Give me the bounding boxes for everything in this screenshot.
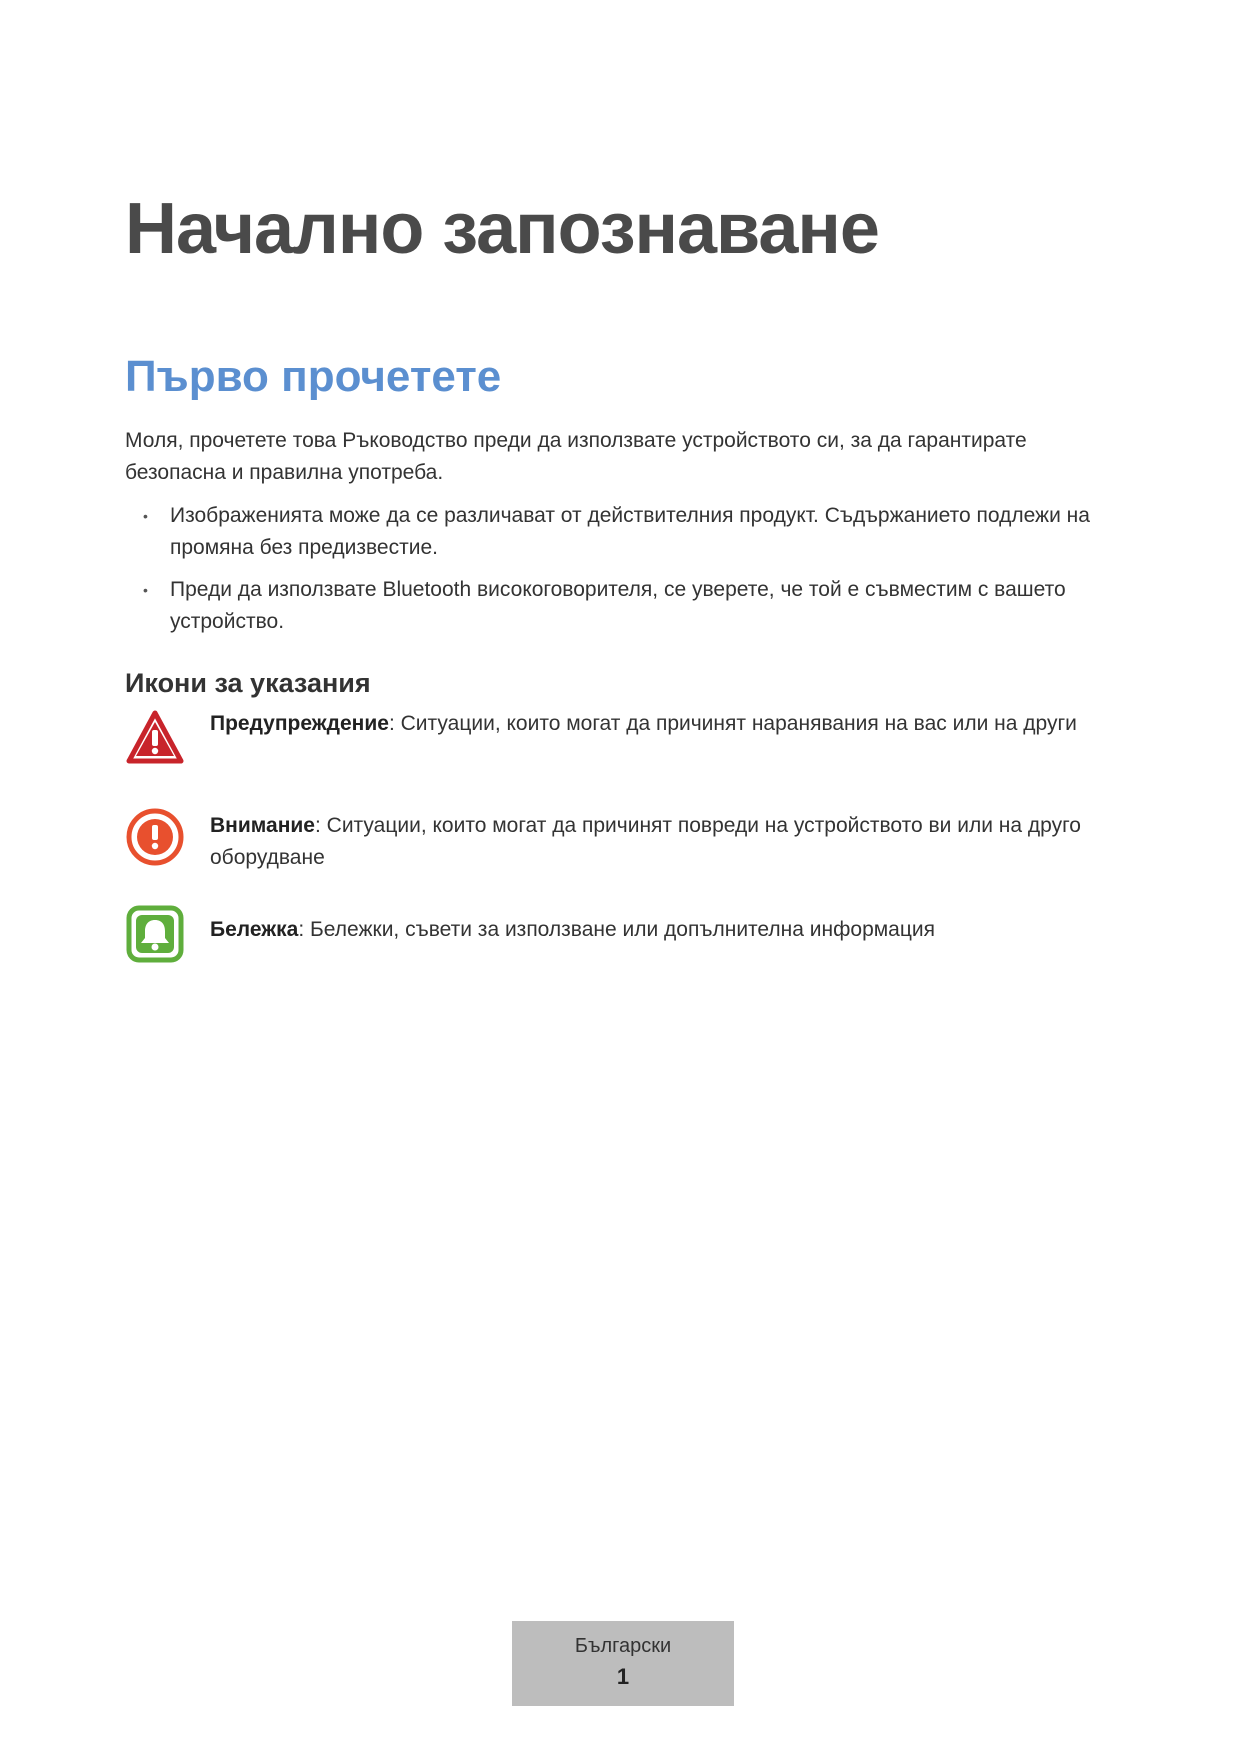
bullet-text: Изображенията може да се различават от действителния продукт. Съдържанието подлежи на промяна без предизвестие. bbox=[170, 504, 1090, 559]
caution-separator: : bbox=[314, 814, 321, 837]
note-description bbox=[210, 914, 1130, 946]
note-bell-icon bbox=[125, 904, 185, 964]
list-item bbox=[125, 574, 1125, 638]
page-footer bbox=[512, 1621, 734, 1706]
note-text: Бележки, съвети за използване или допълнителна информация bbox=[304, 918, 935, 941]
note-separator: : bbox=[298, 918, 305, 941]
bullet-text: Преди да използвате Bluetooth високоговорителя, се уверете, че той е съвместим с вашето устройство. bbox=[170, 578, 1066, 633]
section-title: Първо прочетете bbox=[125, 352, 502, 401]
caution-label: Внимание bbox=[210, 814, 315, 837]
icons-heading: Икони за указания bbox=[125, 668, 371, 698]
caution-text: Ситуации, които могат да причинят повреди на устройството ви или на друго оборудване bbox=[210, 814, 1081, 869]
footer-language: Български bbox=[574, 1635, 672, 1657]
caution-description bbox=[210, 810, 1130, 874]
warning-triangle-icon bbox=[125, 708, 185, 768]
list-item bbox=[125, 500, 1125, 564]
bullet-icon: • bbox=[143, 508, 148, 524]
bullet-list bbox=[125, 500, 1125, 648]
warning-label: Предупреждение bbox=[210, 712, 389, 735]
warning-text: Ситуации, които могат да причинят наранявания на вас или на други bbox=[394, 712, 1077, 735]
caution-circle-icon bbox=[125, 807, 185, 867]
warning-description bbox=[210, 708, 1130, 740]
note-label: Бележка bbox=[210, 918, 299, 941]
warning-separator: : bbox=[388, 712, 395, 735]
page-title: Начално запознаване bbox=[125, 189, 879, 269]
bullet-icon: • bbox=[143, 582, 148, 598]
page-number: 1 bbox=[616, 1664, 630, 1689]
intro-paragraph: Моля, прочетете това Ръководство преди да използвате устройството си, за да гарантирате безопасна и правилна употреба. bbox=[125, 429, 1027, 484]
